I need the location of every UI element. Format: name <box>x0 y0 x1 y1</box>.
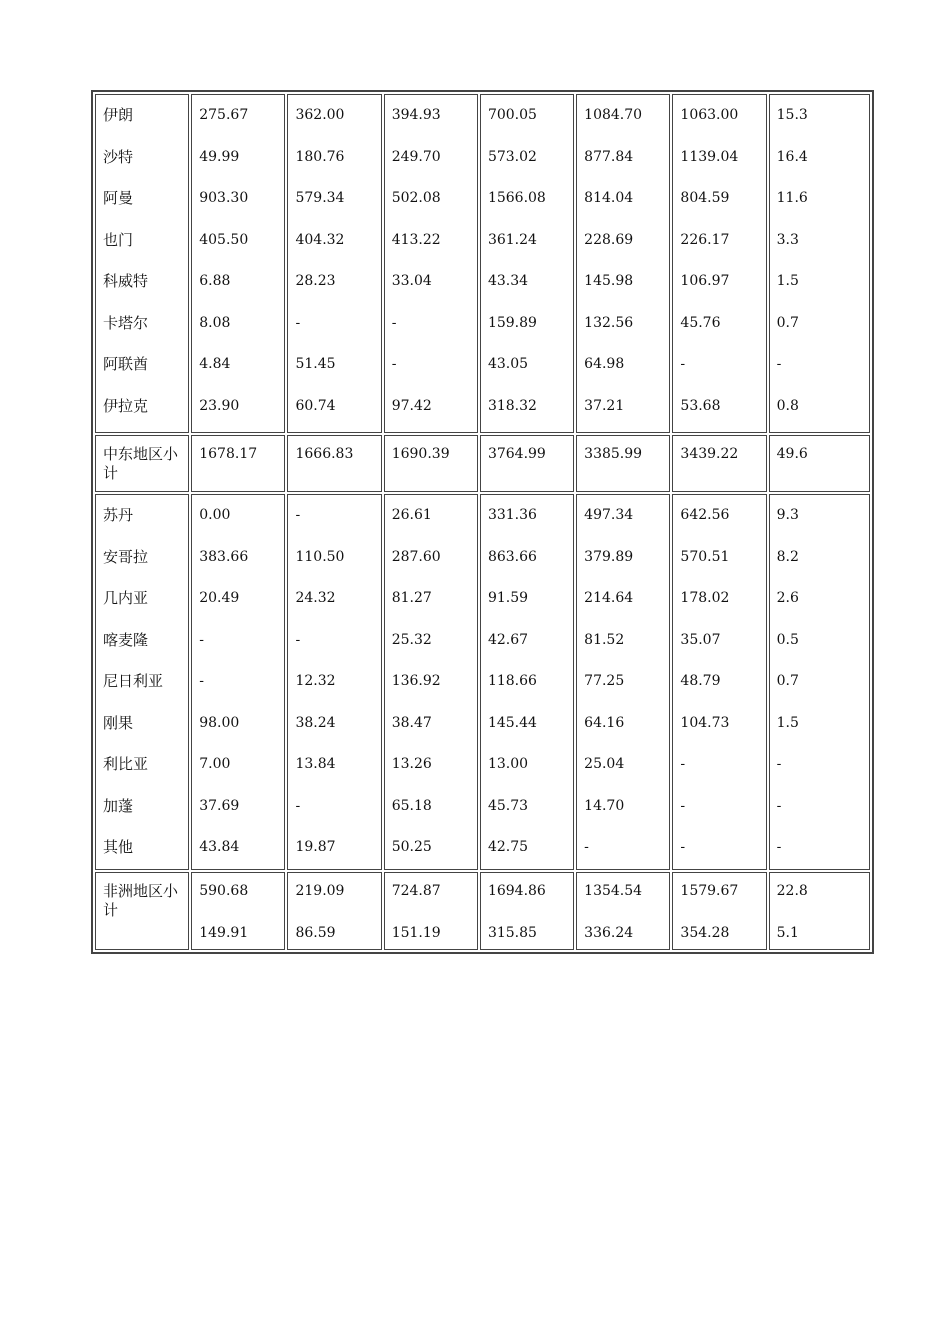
africa-country-value: 0.7 <box>776 673 799 689</box>
africa-subtotal-value: 1354.54 <box>584 882 643 899</box>
africa-country-value: 42.75 <box>487 839 529 855</box>
africa-subtotal-value-2: 151.19 <box>391 924 441 941</box>
import-volume-table-container <box>91 90 874 954</box>
middle_east-country-value: 249.70 <box>391 148 441 165</box>
africa-country-value: - <box>776 839 782 855</box>
middle_east-country-value: - <box>295 314 301 331</box>
africa-column-3 <box>384 494 478 870</box>
africa-column-2 <box>287 494 381 870</box>
africa-subtotal-cell <box>191 872 285 950</box>
africa-column-4 <box>480 494 574 870</box>
middle-east-column-5 <box>576 94 670 433</box>
africa-country-name: 刚果 <box>103 713 134 732</box>
africa-country-name: 安哥拉 <box>103 547 149 566</box>
middle_east-country-name: 科威特 <box>103 272 149 290</box>
africa-country-name: 其他 <box>103 838 134 856</box>
middle-east-column-6 <box>672 94 766 433</box>
middle-east-subtotal-value: 3764.99 <box>480 435 574 492</box>
africa-subtotal-value-2: 5.1 <box>776 924 799 941</box>
import-volume-table <box>91 90 874 954</box>
middle_east-country-value: - <box>776 356 782 372</box>
africa-country-value: 7.00 <box>199 756 231 772</box>
middle_east-country-value: 180.76 <box>295 148 345 165</box>
middle_east-country-value: 4.84 <box>199 356 231 372</box>
middle_east-country-value: 0.7 <box>776 314 799 331</box>
africa-subtotal-cell <box>769 872 870 950</box>
middle_east-country-value: 145.98 <box>584 273 634 289</box>
africa-subtotal-cell <box>287 872 381 950</box>
africa-country-value: 91.59 <box>487 590 529 606</box>
middle_east-country-value: 1139.04 <box>680 148 739 165</box>
middle_east-country-name: 卡塔尔 <box>103 313 149 332</box>
africa-subtotal-value: 590.68 <box>199 882 249 899</box>
africa-country-value: - <box>776 756 782 772</box>
africa-country-value: 331.36 <box>487 507 537 523</box>
middle_east-country-value: 394.93 <box>391 107 441 123</box>
middle-east-subtotal-value: 1678.17 <box>191 435 285 492</box>
middle-east-column-7 <box>769 94 870 433</box>
middle_east-country-value: 37.21 <box>584 397 625 414</box>
africa-country-name: 喀麦隆 <box>103 630 149 649</box>
africa-country-value: 42.67 <box>487 631 529 648</box>
africa-country-value: 8.2 <box>776 548 799 565</box>
middle-east-column-2 <box>287 94 381 433</box>
middle-east-column-4 <box>480 94 574 433</box>
africa-country-value: 19.87 <box>295 839 336 855</box>
africa-country-value: 24.32 <box>295 590 336 606</box>
africa-country-value: - <box>295 507 301 523</box>
africa-country-value: 26.61 <box>391 507 432 523</box>
middle_east-country-value: 814.04 <box>584 190 634 206</box>
africa-subtotal-value-2: 354.28 <box>680 924 730 941</box>
africa-country-value: 38.47 <box>391 714 432 731</box>
africa-country-value: 2.6 <box>776 590 799 606</box>
africa-subtotal-label-text: 非洲地区小计 <box>103 881 179 919</box>
middle_east-country-value: 502.08 <box>391 190 441 206</box>
middle_east-country-value: 318.32 <box>487 397 537 414</box>
middle-east-column-3 <box>384 94 478 433</box>
middle_east-country-value: 132.56 <box>584 314 634 331</box>
middle-east-country-names <box>95 94 189 433</box>
middle_east-country-value: 1063.00 <box>680 107 739 123</box>
middle_east-country-name: 沙特 <box>103 147 134 166</box>
middle-east-subtotal-value: 1690.39 <box>384 435 478 492</box>
africa-subtotal-value-2: 336.24 <box>584 924 634 941</box>
africa-country-value: - <box>295 797 301 814</box>
middle_east-country-value: 404.32 <box>295 231 345 248</box>
middle_east-country-value: 0.8 <box>776 397 799 414</box>
africa-subtotal-value-2: 86.59 <box>295 924 336 941</box>
africa-country-value: - <box>776 797 782 814</box>
africa-country-value: 37.69 <box>199 797 240 814</box>
africa-country-value: 20.49 <box>199 590 240 606</box>
africa-country-value: 136.92 <box>391 673 441 689</box>
middle-east-country-block <box>95 94 870 433</box>
middle_east-country-name: 阿联酋 <box>103 355 149 373</box>
africa-country-value: 178.02 <box>680 590 730 606</box>
africa-country-value: 81.27 <box>391 590 432 606</box>
africa-country-value: 110.50 <box>295 548 345 565</box>
africa-country-value: 104.73 <box>680 714 730 731</box>
africa-subtotal-cell <box>480 872 574 950</box>
middle_east-country-name: 也门 <box>103 230 134 249</box>
africa-country-value: 81.52 <box>584 631 625 648</box>
africa-subtotal-value: 1579.67 <box>680 882 739 899</box>
africa-country-value: 64.16 <box>584 714 625 731</box>
africa-country-value: 25.04 <box>584 756 625 772</box>
middle_east-country-value: 49.99 <box>199 148 240 165</box>
africa-country-value: - <box>295 631 301 648</box>
africa-country-value: - <box>680 797 686 814</box>
africa-country-value: 9.3 <box>776 507 799 523</box>
africa-subtotal-cell <box>576 872 670 950</box>
africa-country-name: 苏丹 <box>103 506 134 524</box>
africa-country-value: 13.26 <box>391 756 432 772</box>
africa-country-name: 几内亚 <box>103 589 149 607</box>
africa-country-value: - <box>584 839 589 855</box>
africa-country-value: 570.51 <box>680 548 730 565</box>
middle_east-country-value: 228.69 <box>584 231 634 248</box>
middle_east-country-value: - <box>680 356 686 372</box>
middle_east-country-value: 1566.08 <box>487 190 546 206</box>
middle_east-country-value: 804.59 <box>680 190 730 206</box>
africa-country-value: 12.32 <box>295 673 336 689</box>
africa-country-value: 50.25 <box>391 839 432 855</box>
africa-subtotal-value: 724.87 <box>391 882 441 899</box>
middle_east-country-value: 1.5 <box>776 273 799 289</box>
middle_east-country-value: 6.88 <box>199 273 231 289</box>
middle_east-country-value: 159.89 <box>487 314 537 331</box>
middle-east-subtotal-value: 1666.83 <box>287 435 381 492</box>
middle_east-country-value: 275.67 <box>199 107 249 123</box>
middle_east-country-value: - <box>391 314 397 331</box>
africa-country-block <box>95 494 870 870</box>
africa-country-name: 尼日利亚 <box>103 672 164 690</box>
africa-country-value: 383.66 <box>199 548 249 565</box>
africa-country-value: 0.00 <box>199 507 231 523</box>
middle_east-country-value: 700.05 <box>487 107 537 123</box>
middle_east-country-value: 45.76 <box>680 314 721 331</box>
middle_east-country-value: 60.74 <box>295 397 336 414</box>
africa-subtotal-row <box>95 872 870 950</box>
africa-country-value: 214.64 <box>584 590 634 606</box>
africa-subtotal-value: 1694.86 <box>487 882 546 899</box>
africa-country-name: 加蓬 <box>103 796 134 815</box>
africa-country-value: 38.24 <box>295 714 336 731</box>
middle_east-country-value: 877.84 <box>584 148 634 165</box>
africa-country-value: 287.60 <box>391 548 441 565</box>
middle_east-country-value: 573.02 <box>487 148 537 165</box>
africa-country-value: 642.56 <box>680 507 730 523</box>
africa-country-value: - <box>680 756 686 772</box>
africa-country-value: 48.79 <box>680 673 721 689</box>
middle_east-country-value: 53.68 <box>680 397 721 414</box>
africa-country-value: 35.07 <box>680 631 721 648</box>
middle_east-country-name: 伊拉克 <box>103 396 149 415</box>
africa-subtotal-value-2: 149.91 <box>199 924 249 941</box>
africa-column-1 <box>191 494 285 870</box>
middle_east-country-value: 28.23 <box>295 273 336 289</box>
africa-column-5 <box>576 494 670 870</box>
middle_east-country-value: 106.97 <box>680 273 730 289</box>
middle_east-country-value: 43.05 <box>487 356 529 372</box>
middle_east-country-value: 579.34 <box>295 190 345 206</box>
middle_east-country-name: 阿曼 <box>103 189 134 207</box>
middle_east-country-value: 413.22 <box>391 231 441 248</box>
africa-country-value: - <box>199 673 204 689</box>
middle-east-subtotal-value: 3385.99 <box>576 435 670 492</box>
middle-east-column-1 <box>191 94 285 433</box>
africa-country-value: 25.32 <box>391 631 432 648</box>
middle-east-subtotal-row <box>95 435 870 492</box>
africa-country-value: 65.18 <box>391 797 432 814</box>
middle_east-country-value: 405.50 <box>199 231 249 248</box>
middle_east-country-value: 43.34 <box>487 273 529 289</box>
middle_east-country-name: 伊朗 <box>103 106 134 124</box>
africa-country-name: 利比亚 <box>103 755 149 773</box>
africa-country-value: 1.5 <box>776 714 799 731</box>
africa-country-value: - <box>199 631 204 648</box>
africa-country-value: 118.66 <box>487 673 537 689</box>
africa-country-value: 379.89 <box>584 548 634 565</box>
africa-country-value: - <box>680 839 686 855</box>
africa-subtotal-cell <box>384 872 478 950</box>
middle_east-country-value: - <box>391 356 397 372</box>
middle_east-country-value: 23.90 <box>199 397 240 414</box>
africa-subtotal-value: 219.09 <box>295 882 345 899</box>
africa-subtotal-value-2: 315.85 <box>487 924 537 941</box>
middle_east-country-value: 1084.70 <box>584 107 643 123</box>
africa-country-value: 43.84 <box>199 839 240 855</box>
africa-column-7 <box>769 494 870 870</box>
africa-country-value: 45.73 <box>487 797 529 814</box>
africa-country-value: 77.25 <box>584 673 625 689</box>
middle_east-country-value: 33.04 <box>391 273 432 289</box>
middle_east-country-value: 362.00 <box>295 107 345 123</box>
middle-east-subtotal-value: 49.6 <box>769 435 870 492</box>
africa-country-value: 14.70 <box>584 797 625 814</box>
africa-country-value: 145.44 <box>487 714 537 731</box>
africa-country-value: 0.5 <box>776 631 799 648</box>
africa-country-value: 98.00 <box>199 714 240 731</box>
middle_east-country-value: 11.6 <box>776 190 808 206</box>
middle-east-subtotal-value: 3439.22 <box>672 435 766 492</box>
africa-country-value: 13.84 <box>295 756 336 772</box>
africa-column-6 <box>672 494 766 870</box>
middle_east-country-value: 15.3 <box>776 107 808 123</box>
middle_east-country-value: 51.45 <box>295 356 336 372</box>
africa-subtotal-value: 22.8 <box>776 882 808 899</box>
africa-country-names <box>95 494 189 870</box>
africa-subtotal-label <box>95 872 189 950</box>
middle_east-country-value: 64.98 <box>584 356 625 372</box>
middle_east-country-value: 97.42 <box>391 397 432 414</box>
middle_east-country-value: 8.08 <box>199 314 231 331</box>
middle-east-subtotal-label: 中东地区小计 <box>95 435 189 492</box>
africa-country-value: 863.66 <box>487 548 537 565</box>
africa-country-value: 13.00 <box>487 756 529 772</box>
africa-subtotal-cell <box>672 872 766 950</box>
middle_east-country-value: 226.17 <box>680 231 730 248</box>
africa-country-value: 497.34 <box>584 507 634 523</box>
middle_east-country-value: 3.3 <box>776 231 799 248</box>
middle_east-country-value: 903.30 <box>199 190 249 206</box>
middle_east-country-value: 361.24 <box>487 231 537 248</box>
middle_east-country-value: 16.4 <box>776 148 808 165</box>
